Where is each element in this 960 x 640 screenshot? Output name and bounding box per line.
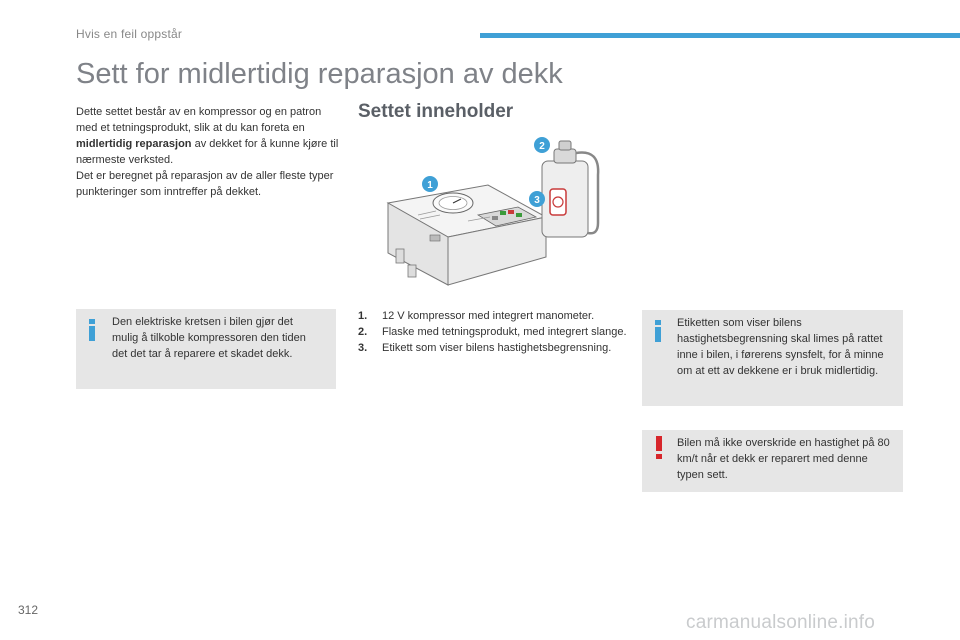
intro-text-part: Dette settet består av en kompressor og en patron med et tetningsprodukt, slik at du kan foreta en bbox=[76, 106, 322, 134]
section-heading: Settet inneholder bbox=[358, 101, 514, 122]
section-label: Hvis en feil oppstår bbox=[76, 27, 183, 41]
list-item-number: 2. bbox=[358, 326, 368, 338]
page-title: Sett for midlertidig reparasjon av dekk bbox=[76, 58, 563, 90]
page-number: 312 bbox=[18, 603, 39, 617]
watermark: carmanualsonline.info bbox=[686, 612, 876, 633]
list-item bbox=[358, 308, 628, 324]
info-box-text: Etiketten som viser bilens hastighetsbegrensning skal limes på rattet inne i bilen, i førerens synsfelt, for å minne om at ett av dekkene er i bruk midlertidig. bbox=[677, 317, 884, 377]
repair-kit-illustration bbox=[378, 135, 608, 295]
warning-box-speed bbox=[642, 430, 903, 492]
list-item-text: Flaske med tetningsprodukt, med integrert slange. bbox=[382, 326, 627, 338]
intro-paragraph-2: Det er beregnet på reparasjon av de aller fleste typer punkteringer som inntreffer på dekket. bbox=[76, 170, 334, 198]
warning-icon bbox=[654, 436, 664, 460]
info-icon bbox=[88, 319, 96, 341]
intro-bold-term: midlertidig reparasjon bbox=[76, 138, 192, 150]
info-box-text: Den elektriske kretsen i bilen gjør det mulig å tilkoble kompressoren den tiden det det tar å reparere et skadet dekk. bbox=[112, 316, 306, 360]
list-item-text: Etikett som viser bilens hastighetsbegrensning. bbox=[382, 342, 612, 354]
info-icon bbox=[654, 320, 662, 342]
svg-text:1: 1 bbox=[427, 180, 433, 191]
svg-text:2: 2 bbox=[539, 141, 545, 152]
list-item bbox=[358, 324, 628, 340]
intro-paragraph-1 bbox=[76, 104, 341, 168]
components-list bbox=[358, 308, 628, 356]
list-item bbox=[358, 340, 628, 356]
header-accent-bar bbox=[480, 33, 960, 38]
compressor-illustration bbox=[388, 176, 546, 285]
info-box-label bbox=[642, 310, 903, 406]
list-item-number: 1. bbox=[358, 310, 368, 322]
intro-text bbox=[76, 104, 341, 200]
warning-box-text: Bilen må ikke overskride en hastighet på 80 km/t når et dekk er reparert med denne typen sett. bbox=[677, 437, 890, 481]
list-item-text: 12 V kompressor med integrert manometer. bbox=[382, 310, 595, 322]
svg-text:3: 3 bbox=[534, 195, 540, 206]
list-item-number: 3. bbox=[358, 342, 368, 354]
intro-text-part: av dekket for å kunne kjøre til nærmeste verksted. bbox=[76, 138, 339, 166]
info-box-electrical bbox=[76, 309, 336, 389]
